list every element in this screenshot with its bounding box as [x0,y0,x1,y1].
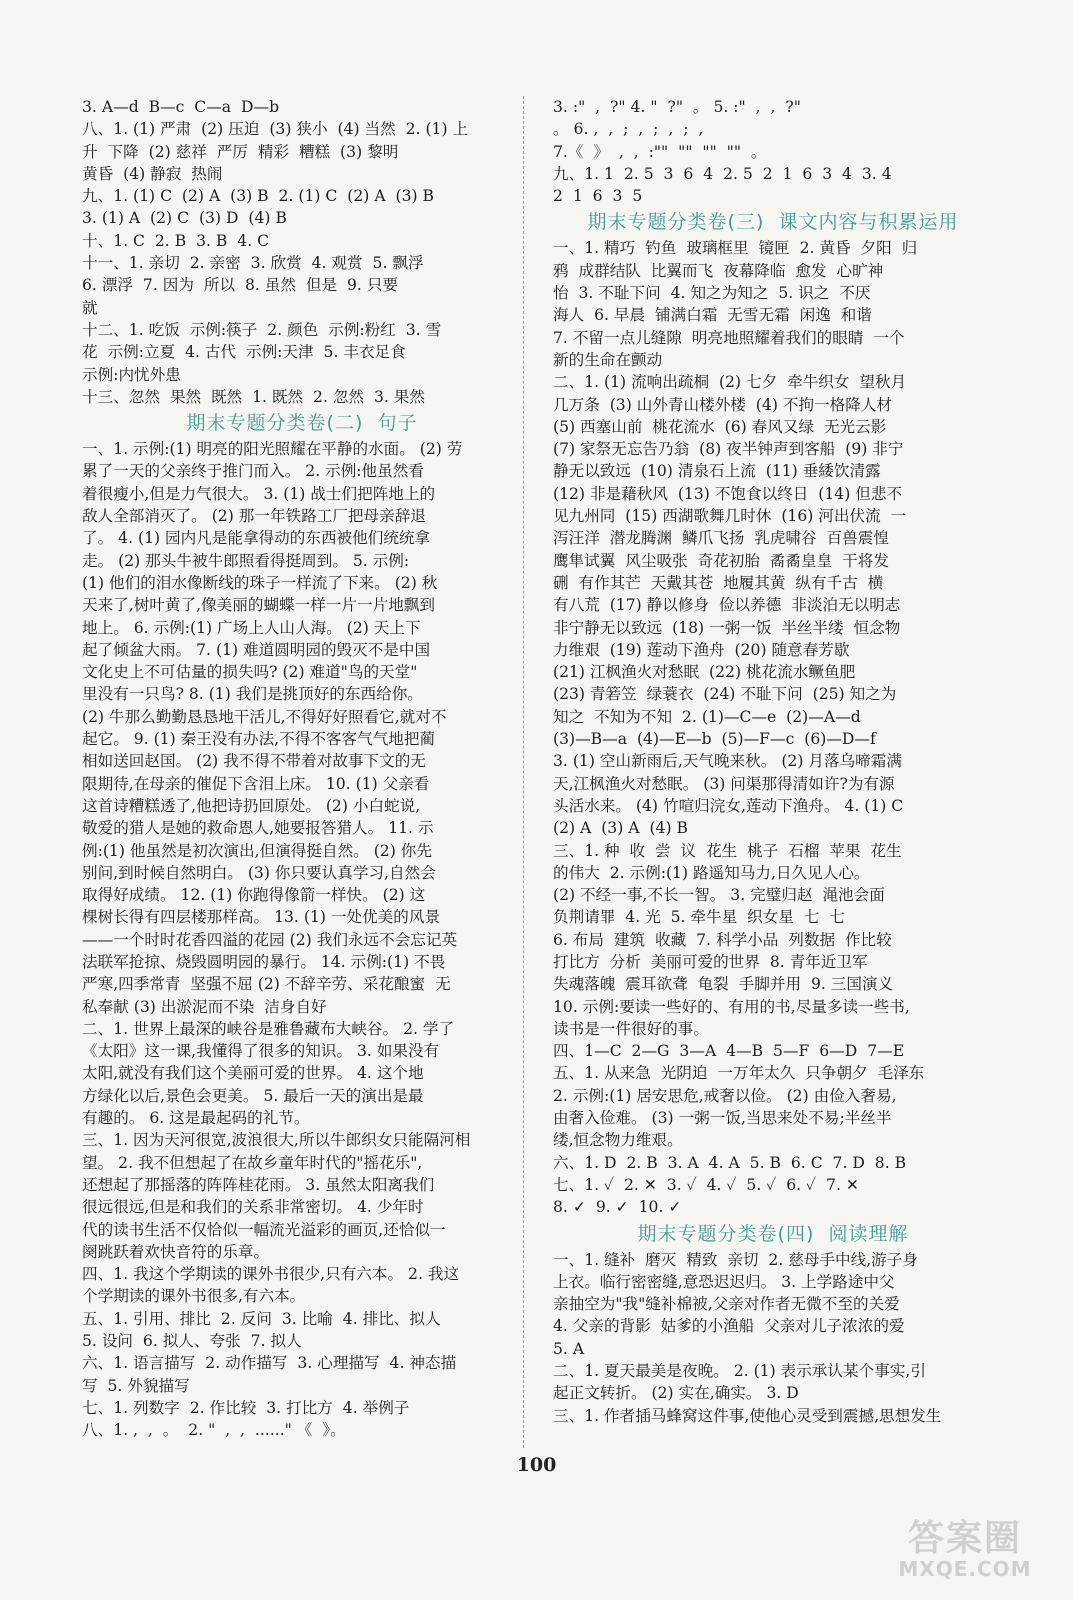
answer-line: 写 5. 外貌描写 [82,1376,190,1395]
answer-line: 八、1. , , 。 2. " , , ......" 《 》。 [82,1421,346,1440]
answer-line: 亲抽空为"我"缝补棉被,父亲对作者无微不至的关爱 [553,1295,900,1314]
answer-line: 这首诗糟糕透了,他把诗扔回原处。 (2) 小白蛇说, [82,796,421,815]
answer-line: 海人 6. 早晨 铺满白霜 无雪无霜 闲逸 和谐 [553,306,872,325]
answer-line: 失魂落魄 震耳欲聋 龟裂 手脚并用 9. 三国演义 [553,975,894,994]
answer-line: 由奢入俭难。 (3) 一粥一饭,当思来处不易;半丝半 [553,1109,892,1128]
answer-line: 二、1. 夏天最美是夜晚。 2. (1) 表示承认某个事实,引 [553,1362,926,1381]
answer-line: 2 1 6 3 5 [553,187,643,206]
answer-line: (1) 他们的泪水像断线的珠子一样流了下来。 (2) 秋 [82,573,438,592]
answer-line: 二、1. (1) 流响出疏桐 (2) 七夕 牵牛织女 望秋月 [553,373,907,392]
answer-line: 里没有一只鸟? 8. (1) 我们是挑顶好的东西给你。 [82,685,423,704]
answer-line: 一、1. 缝补 磨灭 精致 亲切 2. 慈母手中线,游子身 [553,1250,918,1269]
answer-line: (12) 非是藉秋风 (13) 不饱食以终日 (14) 但悲不 [553,484,903,503]
left-column [82,96,522,1442]
answer-line: 方绿化以后,景色会更美。 5. 最后一天的演出是最 [82,1086,424,1105]
answer-line: 八、1. (1) 严肃 (2) 压迫 (3) 狭小 (4) 当然 2. (1) 上 [82,120,469,139]
answer-line: 升 下降 (2) 慈祥 严厉 精彩 糟糕 (3) 黎明 [82,142,399,161]
answer-line: 6. 布局 建筑 收藏 7. 科学小品 列数据 作比较 [553,930,892,949]
answer-line: 有趣的。 6. 这是最起码的礼节。 [82,1109,310,1128]
answer-line: 负荆请罪 4. 光 5. 牵牛星 织女星 七 七 [553,908,845,927]
watermark-main: 答案圈 [907,1518,1022,1559]
watermark-logo [875,1510,1055,1581]
answer-line: 二、1. 世界上最深的峡谷是雅鲁藏布大峡谷。 2. 学了 [82,1019,455,1038]
answer-line: 非宁静无以致远 (18) 一粥一饭 半丝半缕 恒念物 [553,618,901,637]
answer-line: 累了一天的父亲终于推门而入。 2. 示例:他虽然看 [82,462,424,481]
answer-line: 3. (1) 空山新雨后,天气晚来秋。 (2) 月落乌啼霜满 [553,752,902,771]
answer-line: 五、1. 从来急 光阴迫 一万年太久 只争朝夕 毛泽东 [553,1064,925,1083]
answer-line: 天来了,树叶黄了,像美丽的蝴蝶一样一片一片地飘到 [82,596,435,615]
answer-line: 还想起了那摇落的阵阵桂花雨。 3. 虽然太阳离我们 [82,1175,435,1194]
answer-line: ——一个时时花香四溢的花园 (2) 我们永远不会忘记英 [82,930,458,949]
answer-line: 10. 示例:要读一些好的、有用的书,尽量多读一些书, [553,997,910,1016]
answer-line: 3. (1) A (2) C (3) D (4) B [82,209,287,228]
answer-line: 十二、1. 吃饭 示例:筷子 2. 颜色 示例:粉红 3. 雪 [82,320,442,339]
answer-line: 一、1. 示例:(1) 明亮的阳光照耀在平静的水面。 (2) 劳 [82,440,463,459]
answer-line: 代的读书生活不仅恰似一幅流光溢彩的画页,还恰似一 [82,1220,446,1239]
answer-line: (3)—B—a (4)—E—b (5)—F—c (6)—D—f [553,730,876,749]
page-number: 100 [516,1454,557,1476]
answer-line: (21) 江枫渔火对愁眠 (22) 桃花流水鳜鱼肥 [553,663,856,682]
answer-line: 九、1. (1) C (2) A (3) B 2. (1) C (2) A (3) B [82,187,435,206]
answer-line: 三、1. 作者插马蜂窝这件事,使他心灵受到震撼,思想发生 [553,1406,942,1425]
answer-line: 法联军抢掠、烧毁圆明园的暴行。 14. 示例:(1) 不畏 [82,952,446,971]
answer-line: 九、1. 1 2. 5 3 6 4 2. 5 2 1 6 3 4 3. 4 [553,164,892,183]
column-divider [523,96,524,1448]
answer-line: 3. A—d B—c C—a D—b [82,98,280,116]
answer-line: (2) 牛那么勤勤恳恳地干活儿,不得好好照看它,就对不 [82,707,447,726]
answer-line: 太阳,就没有我们这个美丽可爱的世界。 4. 这个地 [82,1064,424,1083]
answer-line: 个学期读的课外书很多,有六本。 [82,1287,306,1306]
answer-line: 新的生命在颤动 [553,350,663,369]
answer-line: (23) 青箬笠 绿蓑衣 (24) 不耻下问 (25) 知之为 [553,685,897,704]
answer-line: 上衣。临行密密缝,意恐迟迟归。 3. 上学路途中父 [553,1272,895,1291]
right-column [553,96,993,1427]
answer-line: 鸦 成群结队 比翼而飞 夜幕降临 愈发 心旷神 [553,261,884,280]
answer-line: 泻汪洋 潜龙腾渊 鳞爪飞扬 乳虎啸谷 百兽震惶 [553,529,889,548]
answer-line: 很远很远,但是和我们的关系非常密切。 4. 少年时 [82,1198,424,1217]
answer-line: (2) A (3) A (4) B [553,819,688,838]
answer-line: 五、1. 引用、排比 2. 反问 3. 比喻 4. 排比、拟人 [82,1309,441,1328]
answer-line: 6. 漂浮 7. 因为 所以 8. 虽然 但是 9. 只要 [82,276,399,295]
answer-line: 七、1. ✓ 2. ✕ 3. ✓ 4. ✓ 5. ✓ 6. ✓ 7. ✕ [553,1175,859,1194]
answer-line: 三、1. 因为天河很宽,波浪很大,所以牛郎织女只能隔河相 [82,1131,471,1150]
answer-line: 就 [82,298,98,317]
answer-line: 六、1. 语言描写 2. 动作描写 3. 心理描写 4. 神态描 [82,1354,457,1373]
answer-line: 限期待,在母亲的催促下含泪上床。 10. (1) 父亲看 [82,774,430,793]
answer-line: 起正文转折。 (2) 实在,确实。 3. D [553,1384,799,1403]
answer-line: 力维艰 (19) 莲动下渔舟 (20) 随意春芳歇 [553,640,850,659]
answer-line: (7) 家祭无忘告乃翁 (8) 夜半钟声到客船 (9) 非宁 [553,440,904,459]
answer-line: 见九州同 (15) 西湖歌舞几时休 (16) 河出伏流 一 [553,507,907,526]
answer-line: 着很瘦小,但是力气很大。 3. (1) 战士们把阵地上的 [82,484,436,503]
answer-line: 头活水来。 (4) 竹喧归浣女,莲动下渔舟。 4. (1) C [553,796,904,815]
answer-line: 天,江枫渔火对愁眠。 (3) 问渠那得清如许?为有源 [553,774,895,793]
answer-line: 严寒,四季常青 坚强不屈 (2) 不辞辛劳、采花酿蜜 无 [82,975,451,994]
answer-line: 知之 不知为不知 2. (1)—C—e (2)—A—d [553,707,861,726]
answer-line: 六、1. D 2. B 3. A 4. A 5. B 6. C 7. D 8. B [553,1153,907,1172]
section-heading: 期末专题分类卷(二) 句子 [186,412,418,435]
answer-line: 5. A [553,1339,585,1358]
answer-line: 例:(1) 他虽然是初次演出,但演得挺自然。 (2) 你先 [82,841,432,860]
answer-line: 8. ✓ 9. ✓ 10. ✓ [553,1198,682,1217]
answer-line: 示例:内忧外患 [82,365,181,384]
answer-line: (2) 不经一事,不长一智。 3. 完璧归赵 渑池会面 [553,886,885,905]
section-heading: 期末专题分类卷(三) 课文内容与积累运用 [587,211,959,234]
answer-line: 花 示例:立夏 4. 古代 示例:天津 5. 丰衣足食 [82,343,406,362]
answer-line: 地上。 6. 示例:(1) 广场上人山人海。 (2) 天上下 [82,618,421,637]
answer-line: 望。 2. 我不但想起了在故乡童年时代的"摇花乐", [82,1153,423,1172]
answer-line: 棵树长得有四层楼那样高。 13. (1) 一处优美的风景 [82,908,441,927]
answer-line: 缕,恒念物力维艰。 [553,1131,683,1150]
answer-line: 一、1. 精巧 钓鱼 玻璃框里 镜匣 2. 黄昏 夕阳 归 [553,239,918,258]
answer-line: 十一、1. 亲切 2. 亲密 3. 欣赏 4. 观赏 5. 飘浮 [82,254,424,273]
answer-line: 《太阳》这一课,我懂得了很多的知识。 3. 如果没有 [82,1042,440,1061]
answer-line: 文化史上不可估量的损失吗? (2) 难道"鸟的天堂" [82,663,418,682]
answer-line: 的伟大 2. 示例:(1) 路遥知马力,日久见人心。 [553,863,870,882]
answer-line: 起了倾盆大雨。 7. (1) 难道圆明园的毁灭不是中国 [82,640,431,659]
answer-line: 静无以致远 (10) 清泉石上流 (11) 垂緌饮清露 [553,462,881,481]
answer-line: 私奉献 (3) 出淤泥而不染 洁身自好 [82,997,327,1016]
answer-line: 读书是一件很好的事。 [553,1019,709,1038]
answer-line: 7. 不留一点儿缝隙 明亮地照耀着我们的眼睛 一个 [553,328,905,347]
watermark-sub: MXQE.COM [898,1557,1032,1581]
answer-line: 阕跳跃着欢快音符的乐章。 [82,1242,270,1261]
answer-line: 三、1. 种 收 尝 议 花生 桃子 石榴 苹果 花生 [553,841,902,860]
answer-line: 七、1. 列数字 2. 作比较 3. 打比方 4. 举例子 [82,1398,410,1417]
answer-line: 相如送回赵国。 (2) 我不得不带着对故事下文的无 [82,752,426,771]
answer-line: 了。 4. (1) 园内凡是能拿得动的东西被他们统统拿 [82,529,431,548]
answer-line: 怡 3. 不耻下问 4. 知之为知之 5. 识之 不厌 [553,284,871,303]
answer-line: 硎 有作其芒 天戴其苍 地履其黄 纵有千古 横 [553,573,884,592]
answer-line: 十、1. C 2. B 3. B 4. C [82,231,270,250]
answer-line: 敌人全部消灭了。 (2) 那一年铁路工厂把母亲辞退 [82,507,426,526]
answer-line: 敬爱的猎人是她的救命恩人,她要报答猎人。 11. 示 [82,819,434,838]
answer-line: 黄昏 (4) 静寂 热闹 [82,164,223,183]
answer-line: 2. 示例:(1) 居安思危,戒奢以俭。 (2) 由俭入奢易, [553,1086,897,1105]
answer-line: 5. 设问 6. 拟人、夸张 7. 拟人 [82,1332,302,1351]
answer-line: 有八荒 (17) 静以修身 俭以养德 非淡泊无以明志 [553,596,901,615]
answer-line: 鹰隼试翼 风尘吸张 奇花初胎 矞矞皇皇 干将发 [553,551,889,570]
answer-line: 取得好成绩。 12. (1) 你跑得像箭一样快。 (2) 这 [82,886,426,905]
answer-line: 7.《 》 , , :"" "" "" "" 。 [553,142,767,161]
answer-line: 起它。 9. (1) 秦王没有办法,不得不客客气气地把蔺 [82,730,436,749]
answer-line: 打比方 分析 美丽可爱的世界 8. 青年近卫军 [553,952,868,971]
answer-line: 四、1—C 2—G 3—A 4—B 5—F 6—D 7—E [553,1042,905,1061]
answer-line: 走。 (2) 那头牛被牛郎照看得挺周到。 5. 示例: [82,551,410,570]
section-heading: 期末专题分类卷(四) 阅读理解 [637,1222,909,1245]
answer-line: 3. :" , ?" 4. " ?" 。 5. :" , , ?" [553,98,801,116]
answer-line: 四、1. 我这个学期读的课外书很少,只有六本。 2. 我这 [82,1265,460,1284]
answer-line: 4. 父亲的背影 姑爹的小渔船 父亲对儿子浓浓的爱 [553,1317,905,1336]
answer-line: 几万条 (3) 山外青山楼外楼 (4) 不拘一格降人材 [553,395,893,414]
answer-line: 。 6. , , ; , ; , ; , [553,120,704,139]
answer-line: 十三、忽然 果然 既然 1. 既然 2. 忽然 3. 果然 [82,387,425,406]
answer-line: (5) 西塞山前 桃花流水 (6) 春风又绿 无光云影 [553,417,887,436]
answer-line: 别问,到时候自然明白。 (3) 你只要认真学习,自然会 [82,863,436,882]
